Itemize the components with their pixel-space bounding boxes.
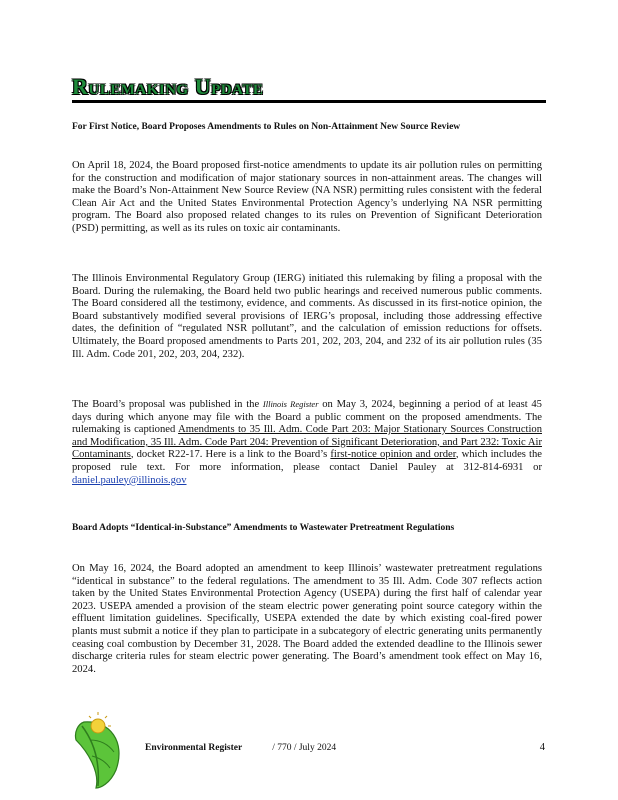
publication-text-1: The Board’s proposal was published in the — [72, 399, 263, 410]
page-number: 4 — [539, 742, 545, 753]
contact-email-link[interactable]: daniel.pauley@illinois.gov — [72, 474, 187, 486]
page-title: Rulemaking Update — [72, 74, 264, 99]
footer-publication: Environmental Register — [145, 743, 243, 753]
title-divider — [72, 100, 546, 103]
section-heading-wastewater: Board Adopts “Identical-in-Substance” Amendments to Wastewater Pretreatment Regulations — [72, 523, 455, 533]
page-footer — [145, 742, 545, 753]
paragraph-na-nsr-intro: On April 18, 2024, the Board proposed first-notice amendments to update its air pollution rules on permitting for the construction and modification of major stationary sources in non-attainment areas. The changes will make the Board’s Non-Attainment New Source Review (NA NSR) permitting rules consistent with the federal Clean Air Act and the United States Environmental Protection Agency’s underlying NA NSR permitting program. The Board also proposed related changes to its rules on Prevention of Significant Deterioration (PSD) permitting, as well as its rules on toxic air contaminants. — [72, 160, 542, 234]
paragraph-wastewater: On May 16, 2024, the Board adopted an amendment to keep Illinois’ wastewater pretreatment regulations “identical in substance” to the federal regulations. The amendment to 35 Ill. Adm. Code 307 reflects action taken by the United States Environmental Protection Agency (USEPA) during the first half of calendar year 2023. USEPA amended a provision of the steam electric power generating point source category within the effluent limitation guidelines. Specifically, USEPA extended the date by which existing coal-fired power plants must submit a notice if they plan to participate in a subcategory of electric generating units permanently ceasing coal combustion by December 31, 2028. The Board added the extended deadline to the Illinois sewer discharge criteria rules for steam electric power generating. The Board’s amendment took effect on May 16, 2024. — [72, 563, 542, 675]
publication-text-2: on May 3, 2024, beginning a period of at least 45 days during which anyone may file with the Board a public comment on the proposed amendments. The rulemaking is captioned — [72, 399, 542, 436]
paragraph-publication — [72, 398, 542, 487]
publication-text-3: , docket R22-17. Here is a link to the Board’s — [130, 449, 331, 461]
footer-issue: / 770 / July 2024 — [272, 743, 337, 753]
publication-text-4: , which includes the proposed rule text. For more information, please contact Daniel Pauley at 312-814-6931 or — [72, 449, 542, 473]
first-notice-opinion-link[interactable]: first-notice opinion and order — [330, 449, 456, 461]
illinois-register-label: Illinois Register — [262, 399, 319, 409]
environmental-register-logo-icon — [70, 712, 130, 790]
section-heading-na-nsr: For First Notice, Board Proposes Amendments to Rules on Non-Attainment New Source Review — [72, 122, 461, 132]
rulemaking-caption-link[interactable]: Amendments to 35 Ill. Adm. Code Part 203: Major Stationary Sources Construction and Modification, 35 Ill. Adm. Code Part 204: Prevention of Significant Deterioration, and Part 232: Toxic Air Contaminants — [72, 424, 542, 461]
paragraph-ierg: The Illinois Environmental Regulatory Group (IERG) initiated this rulemaking by filing a proposal with the Board. During the rulemaking, the Board held two public hearings and received numerous public comments. The Board considered all the testimony, evidence, and comments. As discussed in its first-notice opinion, the Board substantively modified several provisions of IERG’s proposal, including those addressing effective dates, the definition of “regulated NSR pollutant”, and the calculation of emission reductions for offsets. Ultimately, the Board proposed amendments to Parts 201, 202, 203, 204, and 232 of its air pollution rules (35 Ill. Adm. Code 201, 202, 203, 204, 232). — [72, 273, 542, 360]
